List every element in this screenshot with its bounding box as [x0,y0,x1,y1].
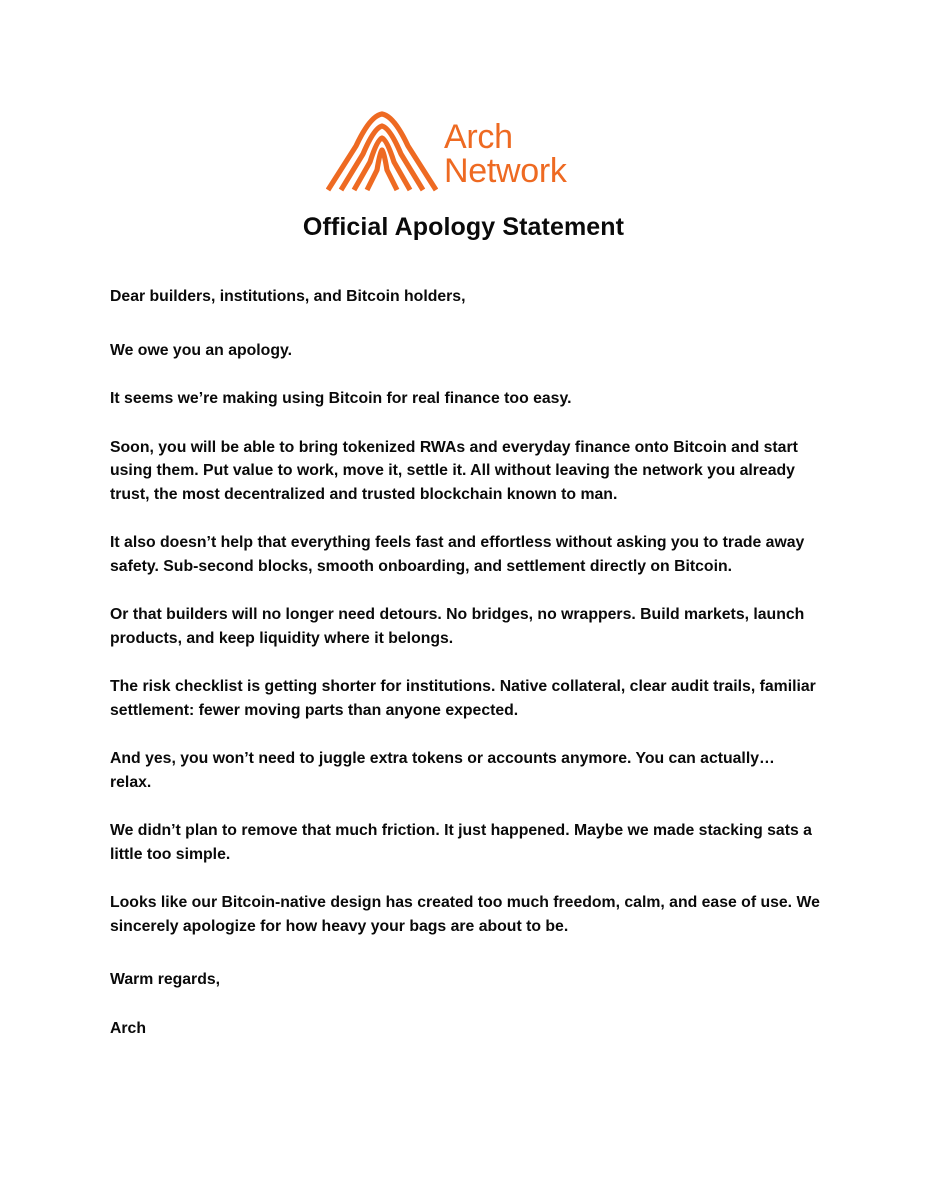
paragraph: And yes, you won’t need to juggle extra tokens or accounts anymore. You can actually… relax. [110,750,775,791]
closing: Warm regards, [110,971,221,988]
paragraph: Soon, you will be able to bring tokenized RWAs and everyday finance onto Bitcoin and start using them. Put value to work, move it, settle it. All without leaving the network you already trust, the most decentralized and trusted blockchain known to man. [110,438,798,503]
paragraph: The risk checklist is getting shorter for institutions. Native collateral, clear audit trails, familiar settlement: fewer moving parts than anyone expected. [110,678,816,719]
paragraph: We owe you an apology. [110,341,292,359]
letter-body [110,285,820,1065]
paragraph: It also doesn’t help that everything feels fast and effortless without asking you to trade away safety. Sub-second blocks, smooth onboarding, and settlement directly on Bitcoin. [110,534,805,575]
arch-network-logo [326,110,606,196]
page-title: Official Apology Statement [302,213,625,241]
paragraph: We didn’t plan to remove that much friction. It just happened. Maybe we made stacking sats a little too simple. [110,822,812,863]
arch-logo-icon [326,110,438,194]
salutation: Dear builders, institutions, and Bitcoin holders, [110,288,466,305]
logo-word-arch: Arch [444,118,513,156]
paragraph: Or that builders will no longer need detours. No bridges, no wrappers. Build markets, launch products, and keep liquidity where it belongs. [110,606,805,647]
paragraph: It seems we’re making using Bitcoin for real finance too easy. [110,390,572,407]
logo-word-network: Network [444,152,567,190]
logo-wordmark [444,120,567,188]
paragraph: Looks like our Bitcoin-native design has created too much freedom, calm, and ease of use. We sincerely apologize for how heavy your bags are about to be. [110,894,820,935]
signature: Arch [110,1019,146,1037]
